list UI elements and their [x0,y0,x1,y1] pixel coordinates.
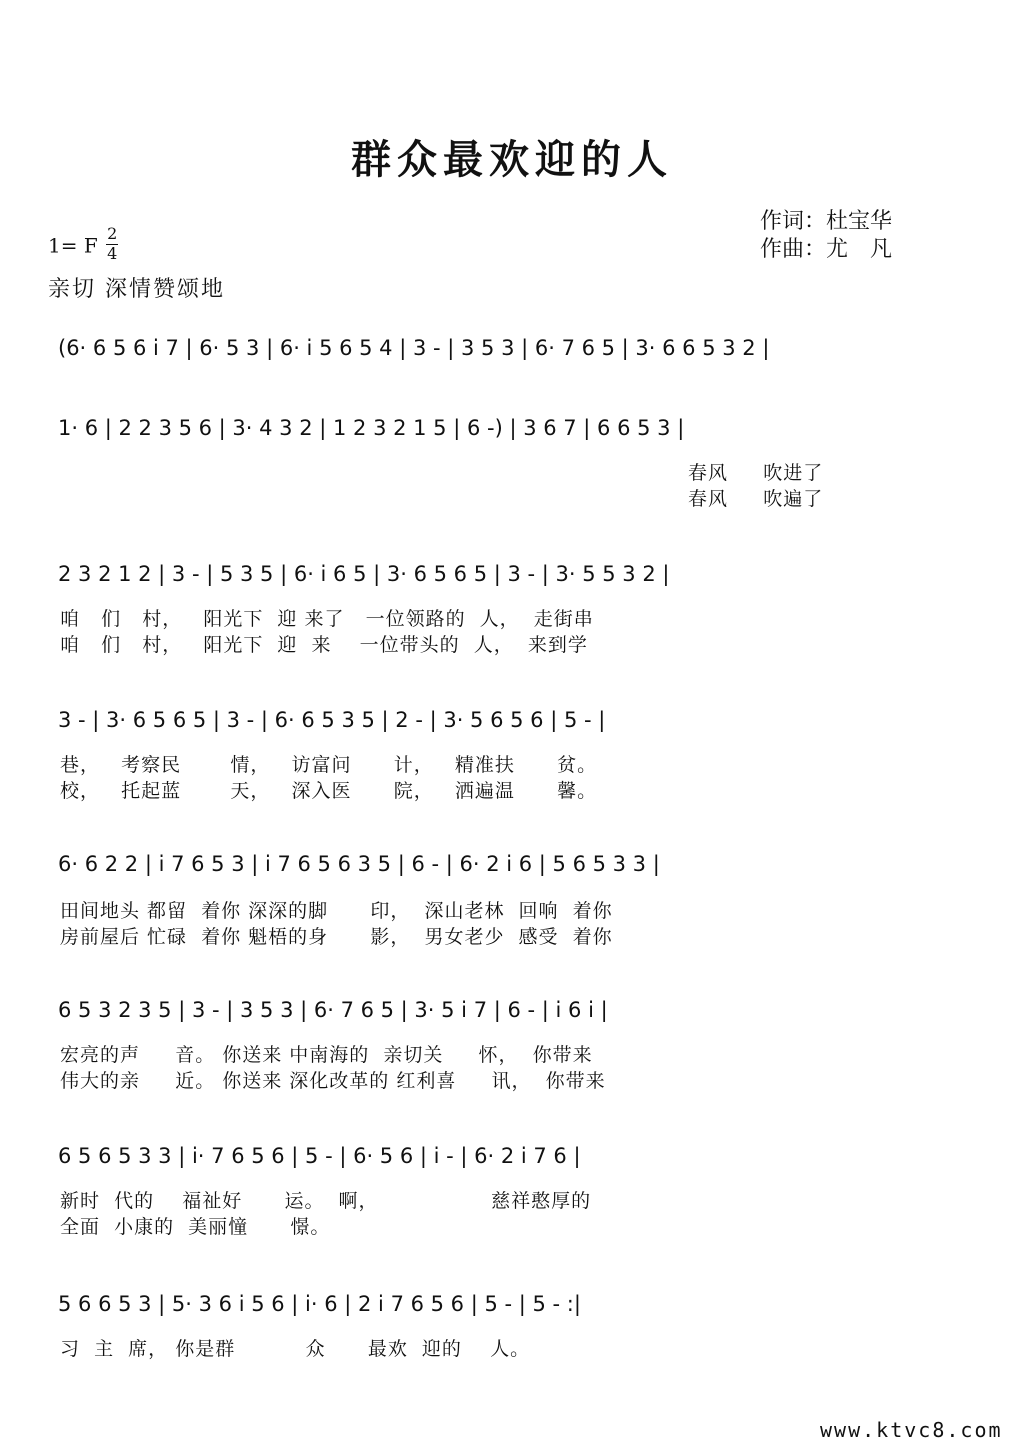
lyric-line: 房前屋后 忙碌 着你 魁梧的身 影， 男女老少 感受 着你 [60,926,613,948]
lyric-line: 春风 吹进了 [688,462,824,484]
lyric-line: 宏亮的声 音。 你送来 中南海的 亲切关 怀， 你带来 [60,1044,593,1066]
notation-line-4: 3 - | 3· 6 5 6 5 | 3 - | 6· 6 5 3 5 | 2 - | 3· 5 6 5 6 | 5 - | [58,708,606,732]
notation-line-1: (6· 6 5 6 i 7 | 6· 5 3 | 6· i 5 6 5 4 | 3 - | 3 5 3 | 6· 7 6 5 | 3· 6 6 5 3 2 | [58,336,770,360]
notation-line-7: 6 5 6 5 3 3 | i· 7 6 5 6 | 5 - | 6· 5 6 | i - | 6· 2 i 7 6 | [58,1144,581,1168]
lyric-line: 新时 代的 福祉好 运。 啊， 慈祥憨厚的 [60,1190,592,1212]
notation-line-8: 5 6 6 5 3 | 5· 3 6 i 5 6 | i· 6 | 2 i 7 6 5 6 | 5 - | 5 - :| [58,1292,581,1316]
lyric-line: 咱 们 村， 阳光下 迎 来了 一位领路的 人， 走街串 [60,608,594,630]
notation-line-6: 6 5 3 2 3 5 | 3 - | 3 5 3 | 6· 7 6 5 | 3· 5 i 7 | 6 - | i 6 i | [58,998,608,1022]
lyric-line: 咱 们 村， 阳光下 迎 来 一位带头的 人， 来到学 [60,634,588,656]
notation-line-5: 6· 6 2 2 | i 7 6 5 3 | i 7 6 5 6 3 5 | 6 - | 6· 2 i 6 | 5 6 5 3 3 | [58,852,660,876]
song-title: 群众最欢迎的人 [351,136,673,183]
lyricist-credit: 作词：杜宝华 [760,209,893,234]
lyric-line: 伟大的亲 近。 你送来 深化改革的 红利喜 讯， 你带来 [60,1070,606,1092]
lyric-line: 巷， 考察民 情， 访富问 计， 精准扶 贫。 [60,754,598,776]
notation-line-3: 2 3 2 1 2 | 3 - | 5 3 5 | 6· i 6 5 | 3· 6 5 6 5 | 3 - | 3· 5 5 3 2 | [58,562,670,586]
lyric-line: 春风 吹遍了 [688,488,824,510]
lyric-line: 田间地头 都留 着你 深深的脚 印， 深山老林 回响 着你 [60,900,613,922]
lyric-line: 全面 小康的 美丽憧 憬。 [60,1216,331,1238]
notation-line-2: 1· 6 | 2 2 3 5 6 | 3· 4 3 2 | 1 2 3 2 1 5 | 6 -) | 3 6 7 | 6 6 5 3 | [58,416,685,440]
time-signature-numerator: 2 [107,224,118,243]
watermark: www.ktvc8.com [820,1418,1003,1442]
time-signature-denominator: 4 [107,244,118,263]
tempo-marking: 亲切 深情赞颂地 [48,277,225,302]
lyric-line: 习 主 席， 你是群 众 最欢 迎的 人。 [60,1338,531,1360]
time-signature [104,224,120,263]
composer-credit: 作曲：尤 凡 [760,237,893,262]
key-signature [48,224,120,263]
key-label: 1= F [48,233,98,258]
lyric-line: 校， 托起蓝 天， 深入医 院， 洒遍温 馨。 [60,780,598,802]
